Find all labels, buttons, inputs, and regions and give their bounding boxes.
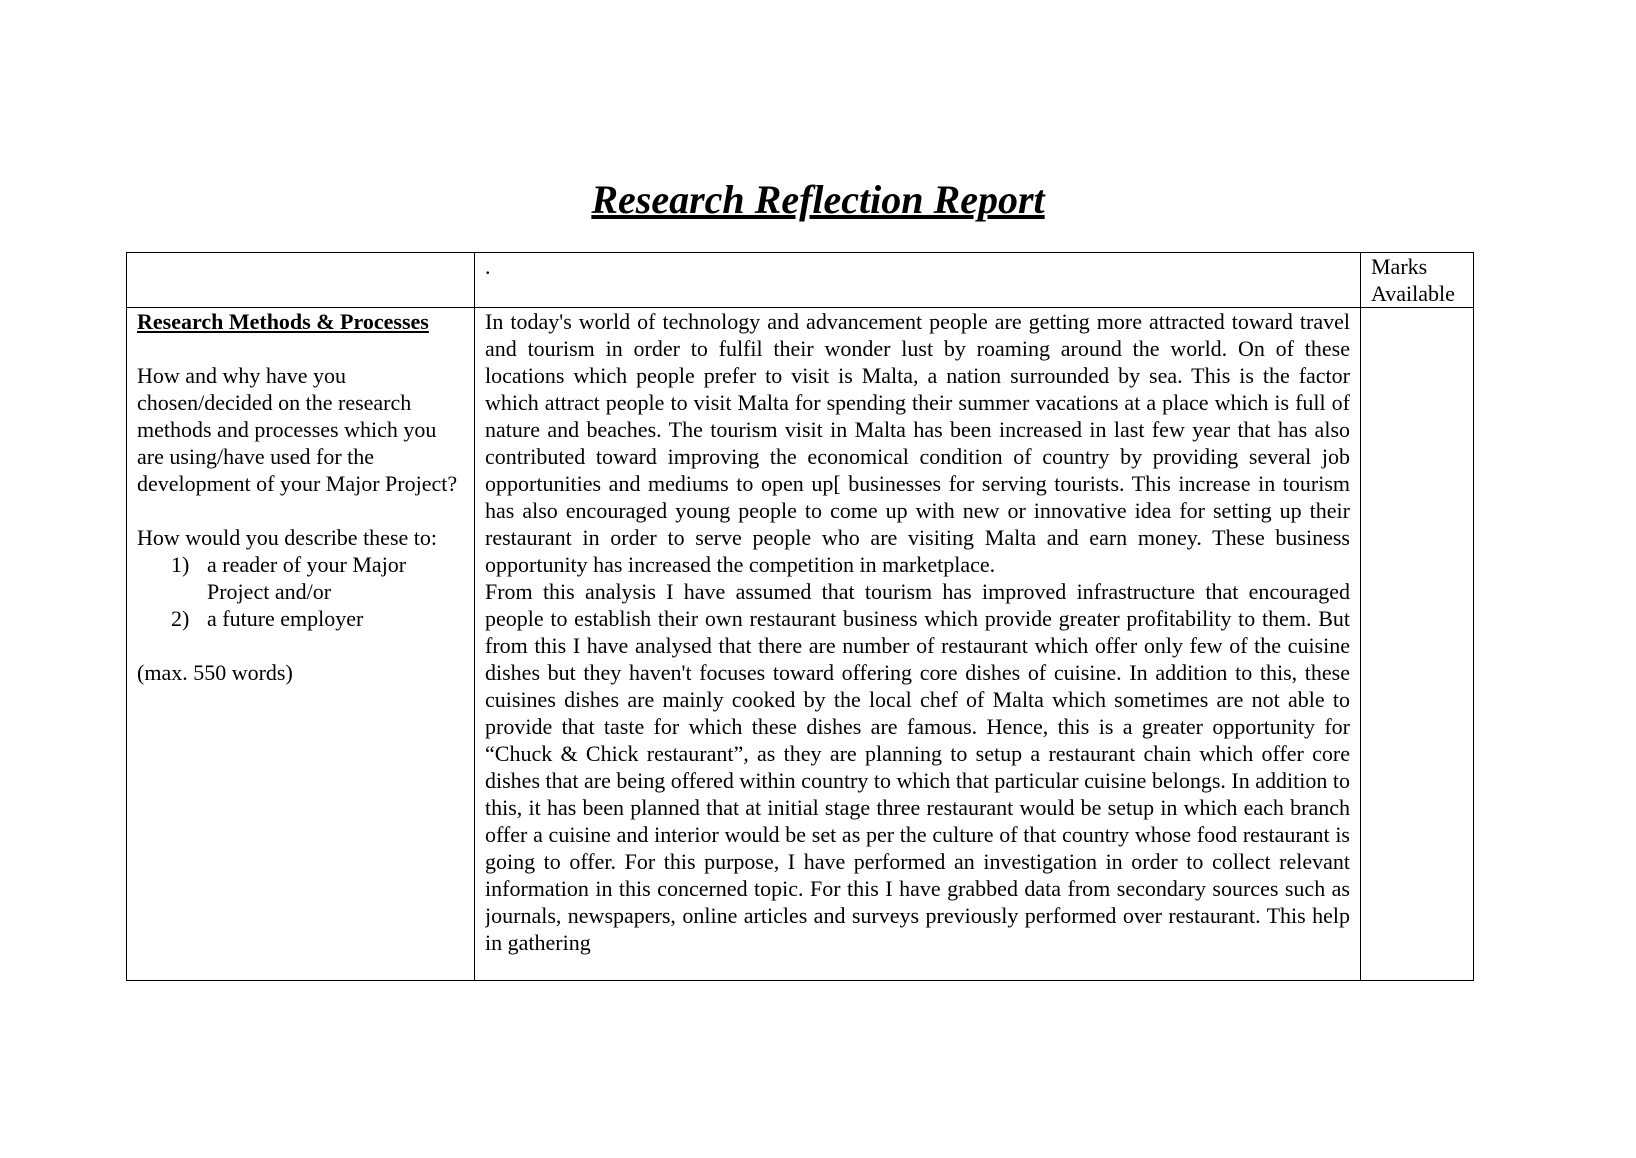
list-item-number: 2) bbox=[171, 606, 190, 631]
list-item-text: a reader of your Major Project and/or bbox=[207, 552, 407, 604]
answer-paragraph-1: In today's world of technology and advancement people are getting more attracted toward travel and tourism in order to fulfil their wonder lust by roaming around the world. On of these locations which people prefer to visit is Malta, a nation surrounded by sea. This is the factor which attract people to visit Malta for spending their summer vacations at a place which is full of nature and beaches. The tourism visit in Malta has been increased in last few year that has also contributed toward improving the economical condition of country by providing several job opportunities and mediums to open up[ businesses for serving tourists. This increase in tourism has also encouraged young people to come up with new or innovative idea for setting up their restaurant in order to serve people who are visiting Malta and earn money. These business opportunity has increased the competition in marketplace. bbox=[485, 309, 1350, 577]
header-cell-dot: . bbox=[475, 253, 1361, 308]
word-limit: (max. 550 words) bbox=[137, 660, 293, 685]
table-header-row bbox=[127, 253, 1474, 308]
reflection-table bbox=[126, 252, 1474, 981]
answer-cell bbox=[475, 308, 1361, 981]
marks-available-header: Marks Available bbox=[1361, 253, 1474, 308]
describe-prompt: How would you describe these to: bbox=[137, 525, 437, 550]
question-text: How and why have you chosen/decided on the research methods and processes which you are using/have used for the development of your Major Project? bbox=[137, 363, 458, 496]
list-item-number: 1) bbox=[171, 552, 190, 577]
prompt-cell bbox=[127, 308, 475, 981]
answer-paragraph-2: From this analysis I have assumed that tourism has improved infrastructure that encouraged people to establish their own restaurant business which provide greater profitability to them. But from this I have analysed that there are number of restaurant which offer only few of the cuisine dishes but they haven't focuses toward offering core dishes of cuisine. In addition to this, these cuisines dishes are mainly cooked by the local chef of Malta which sometimes are not able to provide that taste for which these dishes are famous. Hence, this is a greater opportunity for “Chuck & Chick restaurant”, as they are planning to setup a restaurant chain which offer core dishes that are being offered within country to which that particular cuisine belongs. In addition to this, it has been planned that at initial stage three restaurant would be setup in which each branch offer a cuisine and interior would be set as per the culture of that country whose food restaurant is going to offer. For this purpose, I have performed an investigation in order to collect relevant information in this concerned topic. For this I have grabbed data from secondary sources such as journals, newspapers, online articles and surveys previously performed over restaurant. This help in gathering bbox=[485, 579, 1350, 955]
list-item bbox=[137, 551, 464, 605]
section-heading: Research Methods & Processes bbox=[137, 309, 429, 334]
table-row-research-methods bbox=[127, 308, 1474, 981]
audience-list bbox=[137, 551, 464, 632]
header-cell-empty bbox=[127, 253, 475, 308]
document-title: Research Reflection Report bbox=[591, 177, 1045, 222]
list-item bbox=[137, 605, 464, 632]
list-item-text: a future employer bbox=[207, 606, 364, 631]
marks-cell bbox=[1361, 308, 1474, 981]
